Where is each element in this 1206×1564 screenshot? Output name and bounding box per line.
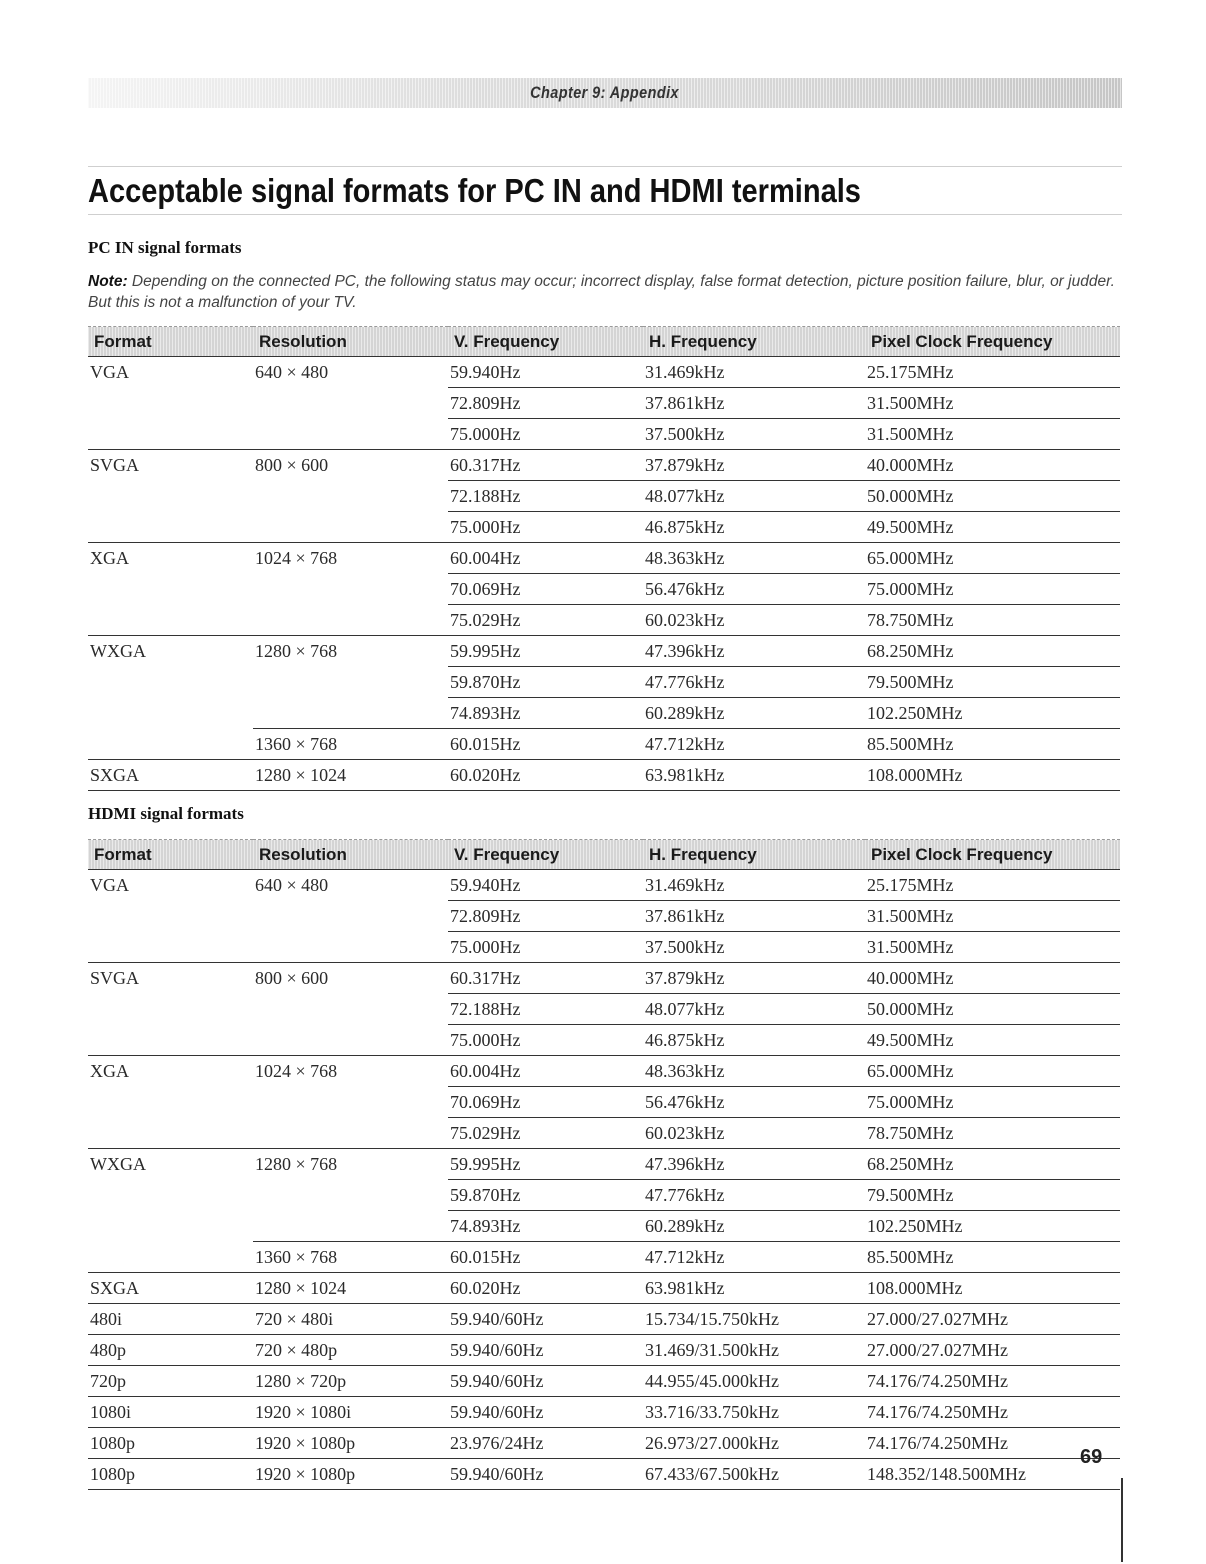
cell-v-frequency: 75.000Hz — [448, 512, 643, 543]
cell-format — [88, 419, 253, 450]
cell-pixel-clock: 108.000MHz — [865, 760, 1120, 791]
cell-h-frequency: 31.469kHz — [643, 870, 865, 901]
table-row — [88, 1211, 1120, 1242]
cell-resolution: 800 × 600 — [255, 454, 329, 475]
cell-pixel-clock: 65.000MHz — [865, 543, 1120, 574]
cell-pixel-clock: 40.000MHz — [865, 450, 1120, 481]
cell-resolution: 1024 × 768 — [255, 547, 338, 568]
cell-v-frequency: 59.940/60Hz — [448, 1397, 643, 1428]
cell-pixel-clock: 75.000MHz — [865, 1087, 1120, 1118]
cell-h-frequency: 48.363kHz — [643, 1056, 865, 1087]
hdmi-heading: HDMI signal formats — [88, 804, 244, 823]
cell-resolution — [253, 698, 448, 729]
cell-resolution: 1360 × 768 — [253, 1242, 448, 1273]
cell-format: 720p — [88, 1366, 253, 1397]
cell-h-frequency: 60.023kHz — [643, 605, 865, 636]
table-row — [88, 698, 1120, 729]
cell-pixel-clock: 148.352/148.500MHz — [865, 1459, 1120, 1490]
cell-pixel-clock: 79.500MHz — [865, 1180, 1120, 1211]
cell-pixel-clock: 31.500MHz — [865, 901, 1120, 932]
cell-resolution — [253, 901, 448, 932]
cell-format: WXGA — [90, 1153, 146, 1174]
cell-format: SVGA — [90, 454, 140, 475]
cell-pixel-clock: 74.176/74.250MHz — [865, 1366, 1120, 1397]
col-header-v-frequency: V. Frequency — [448, 327, 643, 357]
table-row — [88, 1428, 1120, 1459]
cell-v-frequency: 70.069Hz — [448, 1087, 643, 1118]
cell-pixel-clock: 27.000/27.027MHz — [865, 1304, 1120, 1335]
table-row — [88, 760, 1120, 791]
cell-h-frequency: 37.500kHz — [643, 419, 865, 450]
cell-format — [88, 512, 253, 543]
cell-h-frequency: 67.433/67.500kHz — [643, 1459, 865, 1490]
cell-resolution: 1360 × 768 — [253, 729, 448, 760]
cell-format — [88, 1025, 253, 1056]
cell-h-frequency: 31.469kHz — [643, 357, 865, 388]
cell-h-frequency: 26.973/27.000kHz — [643, 1428, 865, 1459]
cell-format: 480p — [88, 1335, 253, 1366]
cell-resolution — [253, 1087, 448, 1118]
cell-v-frequency: 59.940/60Hz — [448, 1459, 643, 1490]
chapter-label: Chapter 9: Appendix — [530, 83, 680, 102]
cell-v-frequency: 75.029Hz — [448, 605, 643, 636]
cell-resolution: 1280 × 768 — [255, 640, 338, 661]
cell-format — [88, 901, 253, 932]
cell-pixel-clock: 40.000MHz — [865, 963, 1120, 994]
cell-h-frequency: 56.476kHz — [643, 574, 865, 605]
col-header-h-frequency: H. Frequency — [643, 327, 865, 357]
cell-pixel-clock: 31.500MHz — [865, 388, 1120, 419]
hdmi-table-body — [88, 870, 1120, 1490]
col-header-pixel-clock: Pixel Clock Frequency — [865, 327, 1120, 357]
table-header-row — [88, 327, 1120, 357]
table-row — [88, 481, 1120, 512]
cell-h-frequency: 47.712kHz — [643, 1242, 865, 1273]
cell-format — [88, 1118, 253, 1149]
cell-format — [88, 994, 253, 1025]
cell-v-frequency: 60.004Hz — [448, 1056, 643, 1087]
cell-h-frequency: 31.469/31.500kHz — [643, 1335, 865, 1366]
cell-resolution: 640 × 480 — [255, 361, 329, 382]
cell-pixel-clock: 68.250MHz — [865, 636, 1120, 667]
cell-format: SVGA — [90, 967, 140, 988]
cell-h-frequency: 48.363kHz — [643, 543, 865, 574]
cell-v-frequency: 72.809Hz — [448, 388, 643, 419]
cell-h-frequency: 60.289kHz — [643, 698, 865, 729]
cell-pixel-clock: 75.000MHz — [865, 574, 1120, 605]
cell-h-frequency: 47.776kHz — [643, 1180, 865, 1211]
cell-format — [88, 698, 253, 729]
cell-h-frequency: 44.955/45.000kHz — [643, 1366, 865, 1397]
cell-format: VGA — [90, 874, 129, 895]
cell-format: XGA — [90, 1060, 129, 1081]
cell-v-frequency: 59.995Hz — [448, 636, 643, 667]
cell-resolution — [253, 419, 448, 450]
table-row — [88, 574, 1120, 605]
table-row — [88, 901, 1120, 932]
chapter-header-bar — [88, 78, 1122, 108]
cell-v-frequency: 60.317Hz — [448, 963, 643, 994]
cell-h-frequency: 15.734/15.750kHz — [643, 1304, 865, 1335]
table-row — [88, 870, 1120, 901]
cell-v-frequency: 59.940/60Hz — [448, 1366, 643, 1397]
table-row — [88, 450, 1120, 481]
cell-h-frequency: 37.861kHz — [643, 901, 865, 932]
cell-format — [88, 388, 253, 419]
table-row — [88, 543, 1120, 574]
cell-format: 1080i — [88, 1397, 253, 1428]
cell-format: SXGA — [88, 1273, 253, 1304]
table-row — [88, 729, 1120, 760]
title-top-rule — [88, 166, 1122, 167]
cell-resolution — [253, 574, 448, 605]
cell-pixel-clock: 79.500MHz — [865, 667, 1120, 698]
cell-pixel-clock: 49.500MHz — [865, 1025, 1120, 1056]
cell-v-frequency: 60.020Hz — [448, 760, 643, 791]
table-row — [88, 357, 1120, 388]
table-row — [88, 1087, 1120, 1118]
cell-h-frequency: 48.077kHz — [643, 994, 865, 1025]
cell-format: 480i — [88, 1304, 253, 1335]
cell-pixel-clock: 85.500MHz — [865, 729, 1120, 760]
cell-resolution: 1280 × 1024 — [253, 760, 448, 791]
cell-resolution: 720 × 480i — [253, 1304, 448, 1335]
pc-in-signal-table — [88, 326, 1120, 791]
cell-format — [88, 667, 253, 698]
cell-v-frequency: 59.940Hz — [448, 870, 643, 901]
pc-in-note — [88, 271, 1128, 313]
cell-resolution — [253, 932, 448, 963]
cell-h-frequency: 46.875kHz — [643, 1025, 865, 1056]
cell-h-frequency: 37.879kHz — [643, 963, 865, 994]
cell-pixel-clock: 102.250MHz — [865, 1211, 1120, 1242]
cell-v-frequency: 59.995Hz — [448, 1149, 643, 1180]
cell-v-frequency: 59.870Hz — [448, 1180, 643, 1211]
table-row — [88, 932, 1120, 963]
cell-v-frequency: 59.940Hz — [448, 357, 643, 388]
cell-h-frequency: 37.500kHz — [643, 932, 865, 963]
cell-v-frequency: 72.188Hz — [448, 994, 643, 1025]
col-header-h-frequency: H. Frequency — [643, 840, 865, 870]
cell-v-frequency: 75.029Hz — [448, 1118, 643, 1149]
cell-format: 1080p — [88, 1428, 253, 1459]
cell-pixel-clock: 31.500MHz — [865, 932, 1120, 963]
cell-v-frequency: 60.020Hz — [448, 1273, 643, 1304]
cell-format: 1080p — [88, 1459, 253, 1490]
table-row — [88, 1242, 1120, 1273]
cell-h-frequency: 37.879kHz — [643, 450, 865, 481]
cell-resolution: 1280 × 720p — [253, 1366, 448, 1397]
cell-v-frequency: 70.069Hz — [448, 574, 643, 605]
cell-resolution — [253, 1180, 448, 1211]
cell-format: WXGA — [90, 640, 146, 661]
cell-resolution: 1920 × 1080p — [253, 1428, 448, 1459]
page-title: Acceptable signal formats for PC IN and HDMI terminals — [88, 172, 861, 209]
cell-h-frequency: 33.716/33.750kHz — [643, 1397, 865, 1428]
cell-v-frequency: 75.000Hz — [448, 1025, 643, 1056]
table-row — [88, 605, 1120, 636]
cell-format: XGA — [90, 547, 129, 568]
cell-format — [88, 932, 253, 963]
cell-v-frequency: 60.004Hz — [448, 543, 643, 574]
cell-h-frequency: 47.712kHz — [643, 729, 865, 760]
cell-resolution — [253, 1118, 448, 1149]
table-row — [88, 667, 1120, 698]
cell-resolution: 800 × 600 — [255, 967, 329, 988]
cell-h-frequency: 47.396kHz — [643, 1149, 865, 1180]
cell-format — [88, 729, 253, 760]
table-row — [88, 994, 1120, 1025]
cell-resolution — [253, 1211, 448, 1242]
table-row — [88, 1459, 1120, 1490]
cell-h-frequency: 63.981kHz — [643, 1273, 865, 1304]
note-text: Depending on the connected PC, the following status may occur; incorrect display, false format detection, picture position failure, blur, or judder. But this is not a malfunction of your TV. — [88, 273, 1115, 311]
cell-h-frequency: 47.776kHz — [643, 667, 865, 698]
cell-v-frequency: 60.317Hz — [448, 450, 643, 481]
cell-pixel-clock: 102.250MHz — [865, 698, 1120, 729]
cell-resolution: 640 × 480 — [255, 874, 329, 895]
col-header-v-frequency: V. Frequency — [448, 840, 643, 870]
cell-v-frequency: 23.976/24Hz — [448, 1428, 643, 1459]
cell-v-frequency: 75.000Hz — [448, 932, 643, 963]
table-row — [88, 1149, 1120, 1180]
cell-resolution: 1280 × 1024 — [253, 1273, 448, 1304]
cell-format: SXGA — [88, 760, 253, 791]
cell-v-frequency: 74.893Hz — [448, 698, 643, 729]
cell-v-frequency: 60.015Hz — [448, 1242, 643, 1273]
cell-pixel-clock: 108.000MHz — [865, 1273, 1120, 1304]
pc-in-table-body — [88, 357, 1120, 791]
cell-h-frequency: 48.077kHz — [643, 481, 865, 512]
cell-format: VGA — [90, 361, 129, 382]
cell-resolution: 1920 × 1080p — [253, 1459, 448, 1490]
col-header-resolution: Resolution — [253, 327, 448, 357]
page-number: 69 — [1080, 1446, 1103, 1468]
cell-pixel-clock: 27.000/27.027MHz — [865, 1335, 1120, 1366]
table-row — [88, 963, 1120, 994]
cell-pixel-clock: 85.500MHz — [865, 1242, 1120, 1273]
col-header-pixel-clock: Pixel Clock Frequency — [865, 840, 1120, 870]
cell-pixel-clock: 25.175MHz — [865, 357, 1120, 388]
cell-resolution: 1280 × 768 — [255, 1153, 338, 1174]
cell-resolution: 1920 × 1080i — [253, 1397, 448, 1428]
table-row — [88, 1180, 1120, 1211]
col-header-format: Format — [88, 327, 253, 357]
cell-pixel-clock: 65.000MHz — [865, 1056, 1120, 1087]
table-row — [88, 1335, 1120, 1366]
cell-format — [88, 574, 253, 605]
cell-pixel-clock: 49.500MHz — [865, 512, 1120, 543]
table-row — [88, 512, 1120, 543]
cell-h-frequency: 47.396kHz — [643, 636, 865, 667]
table-row — [88, 1366, 1120, 1397]
cell-pixel-clock: 78.750MHz — [865, 1118, 1120, 1149]
cell-format — [88, 481, 253, 512]
title-bottom-rule — [88, 214, 1122, 215]
table-row — [88, 1304, 1120, 1335]
cell-pixel-clock: 25.175MHz — [865, 870, 1120, 901]
cell-resolution — [253, 994, 448, 1025]
cell-h-frequency: 37.861kHz — [643, 388, 865, 419]
col-header-format: Format — [88, 840, 253, 870]
cell-resolution — [253, 1025, 448, 1056]
cell-h-frequency: 60.289kHz — [643, 1211, 865, 1242]
hdmi-signal-table — [88, 839, 1120, 1490]
table-row — [88, 1273, 1120, 1304]
cell-v-frequency: 72.188Hz — [448, 481, 643, 512]
note-label: Note: — [88, 273, 128, 290]
cell-v-frequency: 74.893Hz — [448, 1211, 643, 1242]
table-row — [88, 636, 1120, 667]
cell-pixel-clock: 50.000MHz — [865, 481, 1120, 512]
table-row — [88, 1056, 1120, 1087]
cell-v-frequency: 60.015Hz — [448, 729, 643, 760]
cell-resolution: 720 × 480p — [253, 1335, 448, 1366]
cell-resolution — [253, 512, 448, 543]
cell-format — [88, 1242, 253, 1273]
cell-pixel-clock: 78.750MHz — [865, 605, 1120, 636]
cell-v-frequency: 75.000Hz — [448, 419, 643, 450]
cell-format — [88, 605, 253, 636]
cell-v-frequency: 72.809Hz — [448, 901, 643, 932]
cell-h-frequency: 56.476kHz — [643, 1087, 865, 1118]
col-header-resolution: Resolution — [253, 840, 448, 870]
cell-pixel-clock: 74.176/74.250MHz — [865, 1397, 1120, 1428]
table-row — [88, 1025, 1120, 1056]
cell-resolution — [253, 481, 448, 512]
cell-pixel-clock: 31.500MHz — [865, 419, 1120, 450]
table-row — [88, 1118, 1120, 1149]
cell-pixel-clock: 74.176/74.250MHz — [865, 1428, 1120, 1459]
cell-pixel-clock: 68.250MHz — [865, 1149, 1120, 1180]
pc-in-heading: PC IN signal formats — [88, 238, 242, 257]
cell-v-frequency: 59.940/60Hz — [448, 1335, 643, 1366]
cell-format — [88, 1087, 253, 1118]
table-header-row — [88, 840, 1120, 870]
cell-h-frequency: 46.875kHz — [643, 512, 865, 543]
cell-resolution: 1024 × 768 — [255, 1060, 338, 1081]
page-number-rule — [1121, 1478, 1123, 1562]
table-row — [88, 419, 1120, 450]
cell-v-frequency: 59.870Hz — [448, 667, 643, 698]
cell-h-frequency: 60.023kHz — [643, 1118, 865, 1149]
table-row — [88, 388, 1120, 419]
table-row — [88, 1397, 1120, 1428]
cell-resolution — [253, 388, 448, 419]
cell-format — [88, 1180, 253, 1211]
cell-pixel-clock: 50.000MHz — [865, 994, 1120, 1025]
cell-format — [88, 1211, 253, 1242]
cell-v-frequency: 59.940/60Hz — [448, 1304, 643, 1335]
cell-h-frequency: 63.981kHz — [643, 760, 865, 791]
cell-resolution — [253, 667, 448, 698]
cell-resolution — [253, 605, 448, 636]
